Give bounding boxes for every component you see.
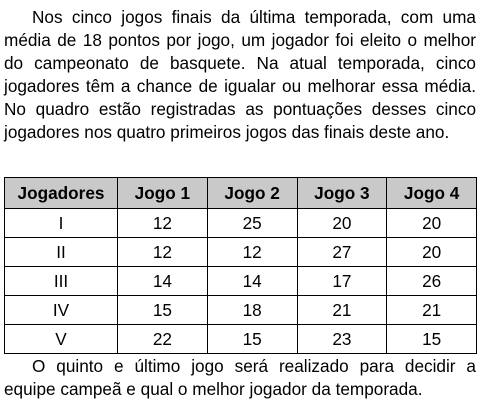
intro-paragraph: Nos cinco jogos finais da última temporada, com uma média de 18 pontos por jogo, um jogador foi eleito o melhor do campeonato de basquete. Na atual temporada, cinco jogadores têm a chance de igualar ou melhorar essa média. No quadro estão registradas as pontuações desses cinco jogadores nos quatro primeiros jogos das finais deste ano. bbox=[4, 7, 476, 143]
table-cell: 21 bbox=[387, 296, 477, 325]
table-cell: 22 bbox=[118, 325, 208, 354]
table-cell: 23 bbox=[297, 325, 387, 354]
table-cell: V bbox=[5, 325, 118, 354]
table-row bbox=[5, 238, 477, 267]
table-cell: 12 bbox=[118, 238, 208, 267]
table-cell: 20 bbox=[297, 209, 387, 238]
table-cell: 26 bbox=[387, 267, 477, 296]
table-header-row bbox=[5, 178, 477, 209]
table-cell: 15 bbox=[118, 296, 208, 325]
table-row bbox=[5, 296, 477, 325]
outro-paragraph: O quinto e último jogo será realizado para decidir a equipe campeã e qual o melhor jogador da temporada. bbox=[4, 356, 476, 400]
table-cell: 15 bbox=[207, 325, 297, 354]
table-cell: 14 bbox=[207, 267, 297, 296]
table-cell: II bbox=[5, 238, 118, 267]
column-header: Jogo 1 bbox=[118, 178, 208, 209]
column-header: Jogo 2 bbox=[207, 178, 297, 209]
table-cell: 20 bbox=[387, 238, 477, 267]
table-cell: 25 bbox=[207, 209, 297, 238]
table-row bbox=[5, 325, 477, 354]
table-cell: 14 bbox=[118, 267, 208, 296]
column-header: Jogadores bbox=[5, 178, 118, 209]
column-header: Jogo 3 bbox=[297, 178, 387, 209]
scores-table bbox=[4, 177, 477, 354]
table-cell: 20 bbox=[387, 209, 477, 238]
table-cell: 12 bbox=[118, 209, 208, 238]
table-row bbox=[5, 267, 477, 296]
table-row bbox=[5, 209, 477, 238]
table-cell: I bbox=[5, 209, 118, 238]
table-cell: 15 bbox=[387, 325, 477, 354]
table-cell: III bbox=[5, 267, 118, 296]
table-cell: 21 bbox=[297, 296, 387, 325]
table-cell: 27 bbox=[297, 238, 387, 267]
table-cell: 17 bbox=[297, 267, 387, 296]
table-cell: IV bbox=[5, 296, 118, 325]
table-cell: 18 bbox=[207, 296, 297, 325]
column-header: Jogo 4 bbox=[387, 178, 477, 209]
table-cell: 12 bbox=[207, 238, 297, 267]
